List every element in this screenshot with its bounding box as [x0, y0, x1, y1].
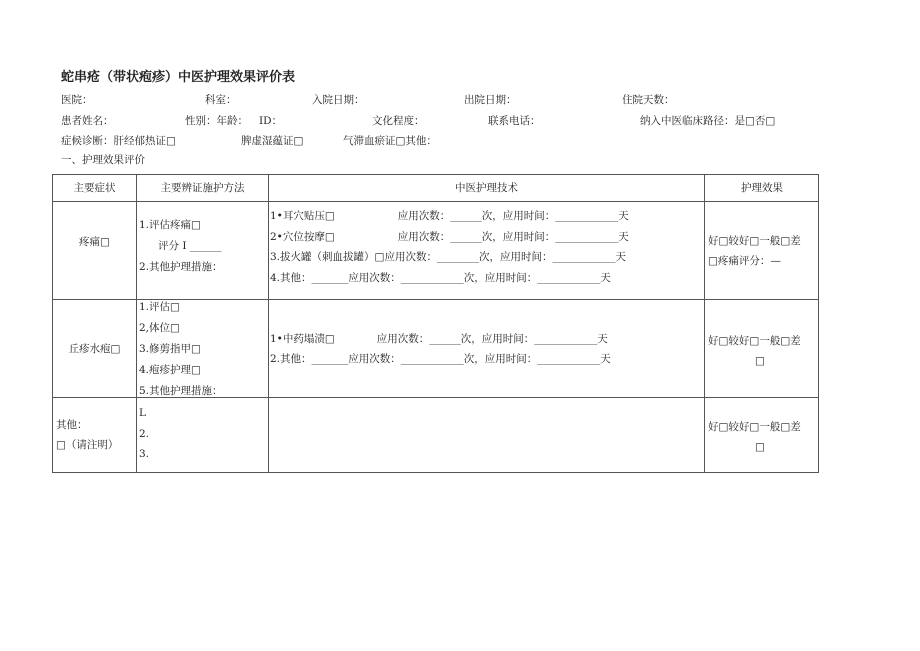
method-line: 1.评估□ [139, 301, 180, 313]
effect-line: 好□较好□一般□差 [708, 335, 801, 347]
header-method: 主要辨证施护方法 [160, 182, 245, 194]
method-line: 评分 I ______ [158, 240, 222, 252]
technique-line: 1•耳穴贴压□ 应用次数：______次，应用时间：____________天 [270, 210, 629, 222]
phone-label: 联系电话： [488, 115, 541, 127]
department-label: 科室： [205, 94, 237, 106]
method-line: 2.其他护理措施： [139, 261, 223, 273]
method-line: 2,体位□ [139, 322, 180, 334]
diagnosis-qi-stagnation: 气滞血瘀证□其他： [343, 135, 437, 147]
diagnosis-spleen-damp: 脾虚湿蕴证□ [241, 135, 304, 147]
method-line: 5.其他护理措施： [139, 385, 223, 397]
symptom-blister: 丘疹水疱□ [68, 343, 121, 355]
discharge-date-label: 出院日期： [464, 94, 517, 106]
method-line: 1.评估疼痛□ [139, 219, 201, 231]
diagnosis-liver-heat: 症候诊断：肝经郁热证□ [61, 135, 176, 147]
hospital-label: 医院： [61, 94, 93, 106]
method-line: 2. [139, 428, 150, 440]
symptom-other-note: □（请注明） [56, 439, 119, 451]
header-effect: 护理效果 [741, 182, 783, 194]
id-label: ID： [259, 115, 283, 127]
patient-name-label: 患者姓名： [61, 115, 114, 127]
technique-line: 4.其他：_______应用次数：____________次，应用时间：____________天 [270, 272, 611, 284]
technique-line: 2.其他：_______应用次数：____________次，应用时间：____________天 [270, 353, 611, 365]
evaluation-table [52, 174, 819, 473]
effect-line: □疼痛评分：— [708, 255, 781, 267]
header-technique: 中医护理技术 [455, 182, 518, 194]
effect-line: 好□较好□一般□差 [708, 421, 801, 433]
section-title: 一、护理效果评价 [61, 154, 145, 166]
education-label: 文化程度： [372, 115, 425, 127]
technique-line: 2•穴位按摩□ 应用次数：______次，应用时间：____________天 [270, 231, 629, 243]
method-line: L [139, 407, 146, 419]
stay-days-label: 住院天数： [622, 94, 675, 106]
page-title: 蛇串疮（带状疱疹）中医护理效果评价表 [61, 70, 296, 85]
symptom-other: 其他： [56, 419, 88, 431]
effect-line: □ [755, 355, 765, 367]
header-symptom: 主要症状 [73, 182, 116, 194]
method-line: 3. [139, 448, 150, 460]
admission-date-label: 入院日期： [312, 94, 365, 106]
method-line: 4.疱疹护理□ [139, 364, 201, 376]
symptom-pain: 疼痛□ [79, 236, 110, 248]
method-line: 3.修剪指甲□ [139, 343, 201, 355]
effect-line: 好□较好□一般□差 [708, 235, 801, 247]
technique-line: 1•中药塌渍□ 应用次数：______次，应用时间：____________天 [270, 333, 608, 345]
clinical-pathway-label: 纳入中医临床路径：是□否□ [640, 115, 776, 127]
effect-line: □ [755, 441, 765, 453]
technique-line: 3.拔火罐（刺血拔罐）□应用次数：________次，应用时间：____________天 [270, 251, 626, 263]
gender-age-label: 性别：年龄： [185, 115, 248, 127]
